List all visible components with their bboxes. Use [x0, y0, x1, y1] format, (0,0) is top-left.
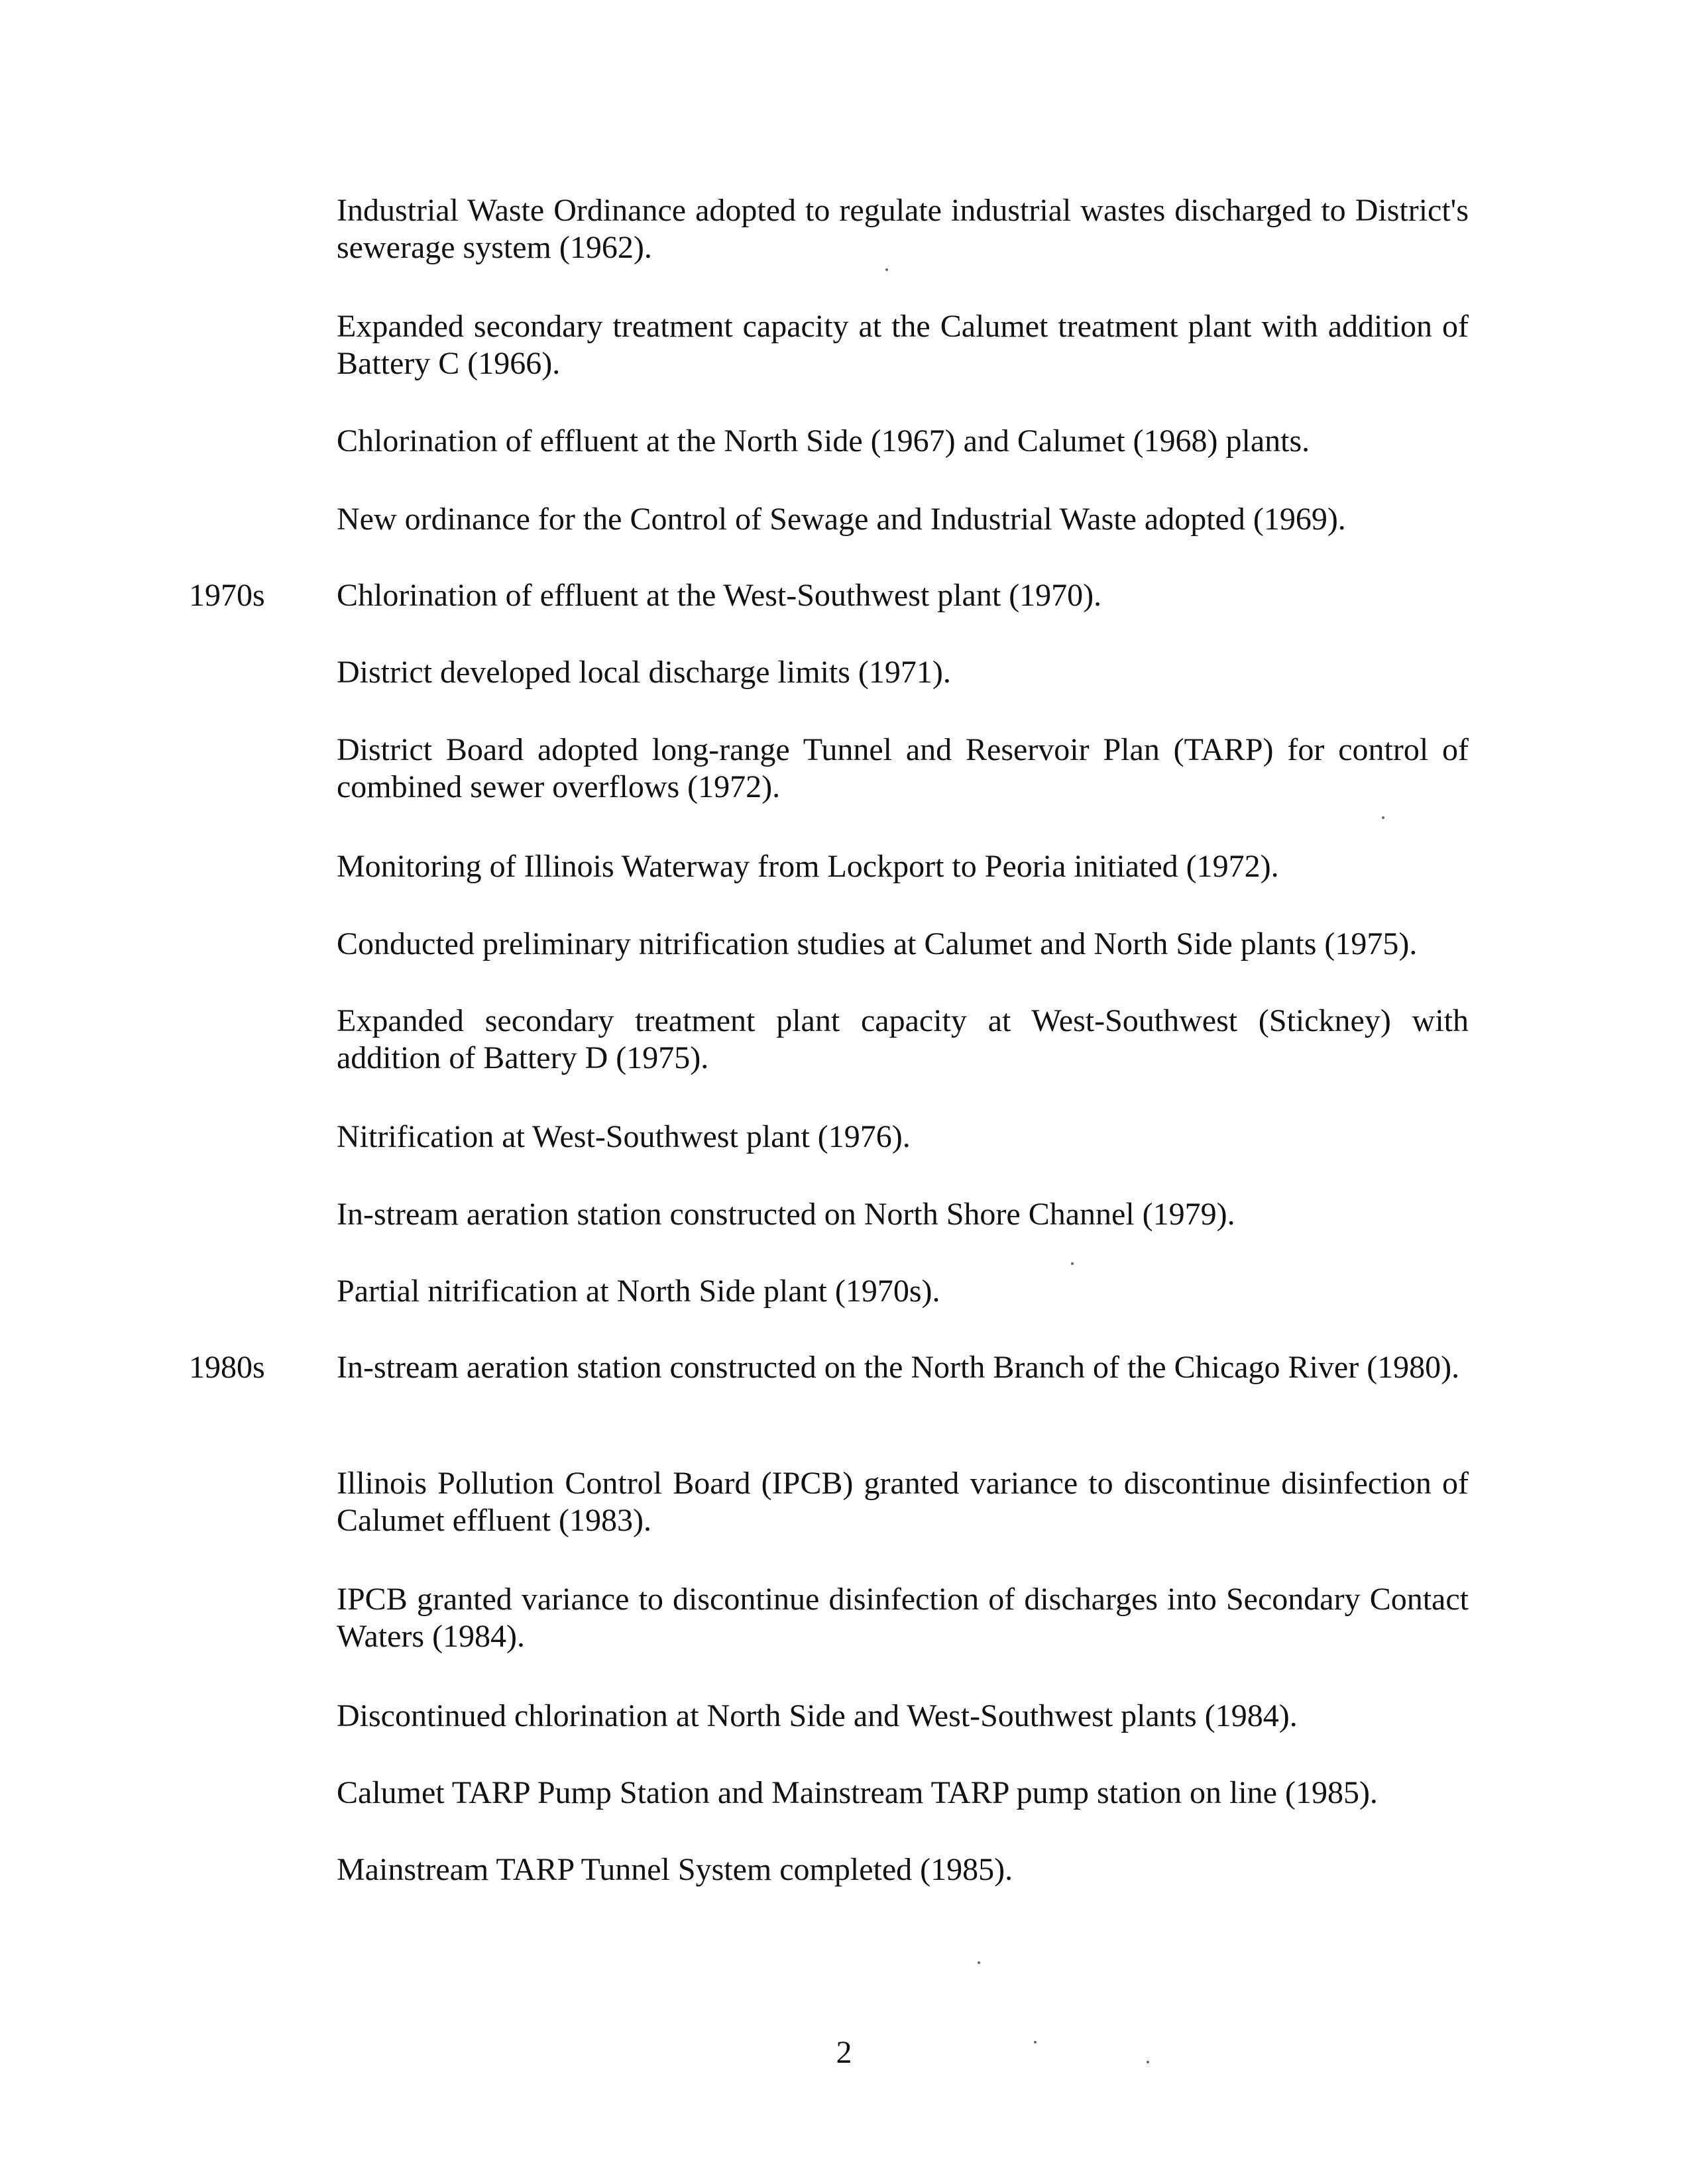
entry-tarp-tunnel-completed: Mainstream TARP Tunnel System completed (1985). [337, 1852, 1013, 1887]
page-number: 2 [836, 2035, 852, 2070]
entry-nitrification-studies: Conducted preliminary nitrification studies at Calumet and North Side plants (1975). [337, 926, 1418, 961]
entry-local-discharge-limits: District developed local discharge limits (1971). [337, 655, 951, 690]
entry-aeration-north-branch: In-stream aeration station constructed on the North Branch of the Chicago River (1980). [337, 1350, 1460, 1385]
entry-ipcb-secondary-contact: IPCB granted variance to discontinue disinfection of discharges into Secondary Contact Waters (1984). [337, 1582, 1469, 1654]
entry-discontinued-chlorination: Discontinued chlorination at North Side and West-Southwest plants (1984). [337, 1698, 1298, 1733]
entry-ipcb-calumet-variance: Illinois Pollution Control Board (IPCB) granted variance to discontinue disinfection of Calumet effluent (1983). [337, 1466, 1469, 1538]
scan-speck [978, 1961, 980, 1964]
entry-tarp-pump-stations: Calumet TARP Pump Station and Mainstream TARP pump station on line (1985). [337, 1775, 1378, 1810]
decade-label-1970s: 1970s [189, 578, 265, 613]
entry-calumet-battery-c: Expanded secondary treatment capacity at the Calumet treatment plant with addition of Battery C (1966). [337, 309, 1469, 381]
scan-speck [1147, 2061, 1149, 2063]
scan-speck [1382, 816, 1384, 819]
scan-speck [1071, 1262, 1074, 1265]
entry-tarp-adopted: District Board adopted long-range Tunnel and Reservoir Plan (TARP) for control of combined sewer overflows (1972). [337, 732, 1469, 804]
entry-new-ordinance: New ordinance for the Control of Sewage and Industrial Waste adopted (1969). [337, 502, 1346, 537]
scan-speck [885, 268, 888, 271]
scan-speck [1034, 2041, 1037, 2044]
entry-illinois-waterway-monitoring: Monitoring of Illinois Waterway from Lockport to Peoria initiated (1972). [337, 849, 1279, 884]
entry-chlorination-north-side-calumet: Chlorination of effluent at the North Side (1967) and Calumet (1968) plants. [337, 423, 1310, 459]
decade-label-1980s: 1980s [189, 1350, 265, 1385]
entry-nitrification-west-southwest: Nitrification at West-Southwest plant (1976). [337, 1119, 911, 1154]
entry-battery-d: Expanded secondary treatment plant capacity at West-Southwest (Stickney) with addition of Battery D (1975). [337, 1003, 1469, 1075]
entry-industrial-waste-ordinance: Industrial Waste Ordinance adopted to regulate industrial wastes discharged to District's sewerage system (1962). [337, 193, 1469, 265]
entry-aeration-north-shore: In-stream aeration station constructed on North Shore Channel (1979). [337, 1197, 1235, 1232]
entry-partial-nitrification: Partial nitrification at North Side plant (1970s). [337, 1274, 940, 1309]
entry-chlorination-west-southwest: Chlorination of effluent at the West-Southwest plant (1970). [337, 578, 1102, 613]
